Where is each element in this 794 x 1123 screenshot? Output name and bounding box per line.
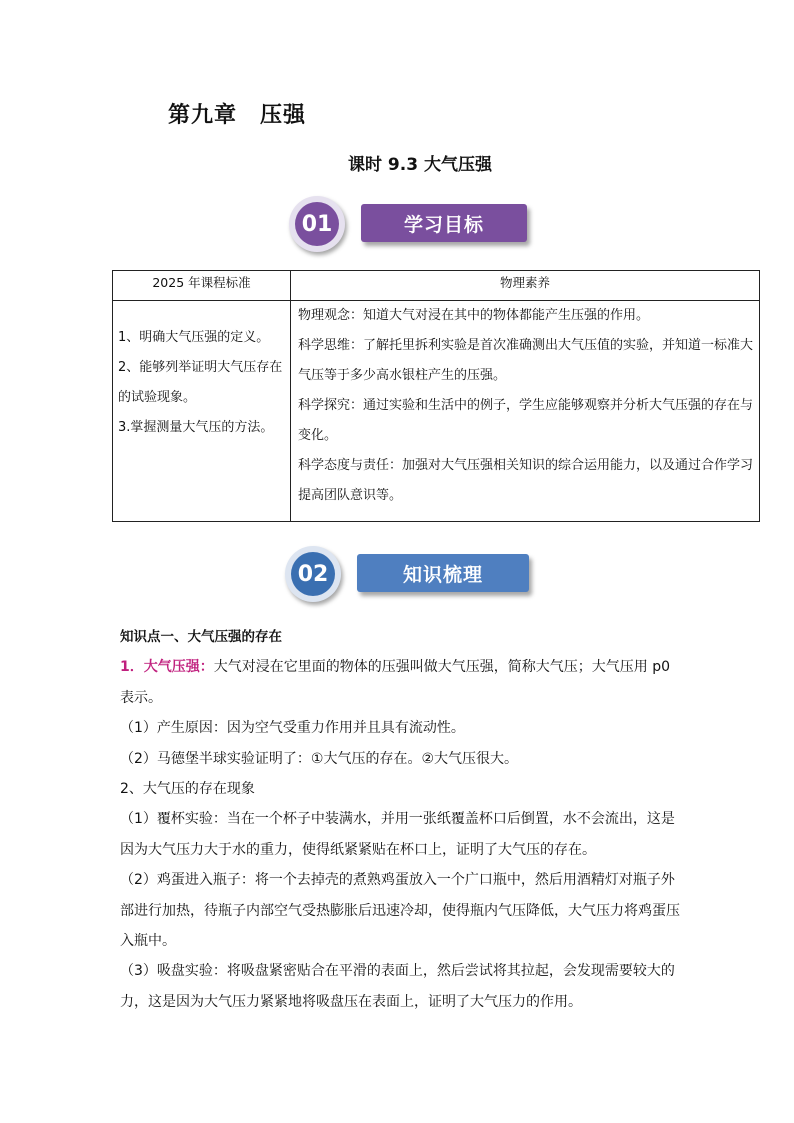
knowledge-point-title: 知识点一、大气压强的存在 xyxy=(120,629,282,645)
standard-item: 3.掌握测量大气压的方法。 xyxy=(118,420,274,435)
section-number: 01 xyxy=(295,202,339,246)
section-title-banner: 知识梳理 xyxy=(357,554,529,592)
definition-paragraph xyxy=(120,652,680,713)
standard-item: 2、能够列举证明大气压存在的试验现象。 xyxy=(118,360,283,405)
section-header-knowledge xyxy=(285,546,540,616)
chapter-title: 第九章 压强 xyxy=(168,103,307,128)
goals-table xyxy=(112,270,760,522)
cause-paragraph: （1）产生原因：因为空气受重力作用并且具有流动性。 xyxy=(120,720,465,737)
table-header-standard: 2025 年课程标准 xyxy=(113,271,291,301)
lesson-title: 课时 9.3 大气压强 xyxy=(348,155,492,175)
definition-label: 1．大气压强： xyxy=(120,659,214,676)
table-header-literacy: 物理素养 xyxy=(291,271,760,301)
literacy-cell xyxy=(291,301,760,522)
suction-cup-paragraph: （3）吸盘实验：将吸盘紧密贴合在平滑的表面上，然后尝试将其拉起，会发现需要较大的力，这是因为大气压力紧紧地将吸盘压在表面上，证明了大气压力的作用。 xyxy=(120,963,675,1010)
section-number: 02 xyxy=(291,552,335,596)
phenomena-title: 2、大气压的存在现象 xyxy=(120,781,255,798)
section-header-goals xyxy=(289,196,539,266)
section-number-badge xyxy=(285,546,341,602)
table-row xyxy=(113,301,760,522)
magdeburg-paragraph: （2）马德堡半球实验证明了：①大气压的存在。②大气压很大。 xyxy=(120,750,519,767)
section-number-badge xyxy=(289,196,345,252)
definition-text: 大气对浸在它里面的物体的压强叫做大气压强，简称大气压；大气压用 p0 表示。 xyxy=(120,659,670,706)
egg-experiment-paragraph: （2）鸡蛋进入瓶子：将一个去掉壳的煮熟鸡蛋放入一个广口瓶中，然后用酒精灯对瓶子外部进行加热，待瓶子内部空气受热膨胀后迅速冷却，使得瓶内气压降低，大气压力将鸡蛋压入瓶中。 xyxy=(120,872,680,950)
literacy-item: 科学态度与责任：加强对大气压强相关知识的综合运用能力，以及通过合作学习提高团队意识等。 xyxy=(298,458,754,503)
cup-experiment-paragraph: （1）覆杯实验：当在一个杯子中装满水，并用一张纸覆盖杯口后倒置，水不会流出，这是因为大气压力大于水的重力，使得纸紧紧贴在杯口上，证明了大气压的存在。 xyxy=(120,811,675,858)
literacy-item: 物理观念：知道大气对浸在其中的物体都能产生压强的作用。 xyxy=(298,308,650,323)
literacy-item: 科学思维：了解托里拆利实验是首次准确测出大气压值的实验，并知道一标准大气压等于多少高水银柱产生的压强。 xyxy=(298,338,754,383)
standards-cell xyxy=(113,301,291,522)
literacy-item: 科学探究：通过实验和生活中的例子，学生应能够观察并分析大气压强的存在与变化。 xyxy=(298,398,754,443)
knowledge-content xyxy=(120,622,680,1017)
standard-item: 1、明确大气压强的定义。 xyxy=(118,330,270,345)
table-header-row xyxy=(113,271,760,301)
section-title-banner: 学习目标 xyxy=(361,204,527,242)
